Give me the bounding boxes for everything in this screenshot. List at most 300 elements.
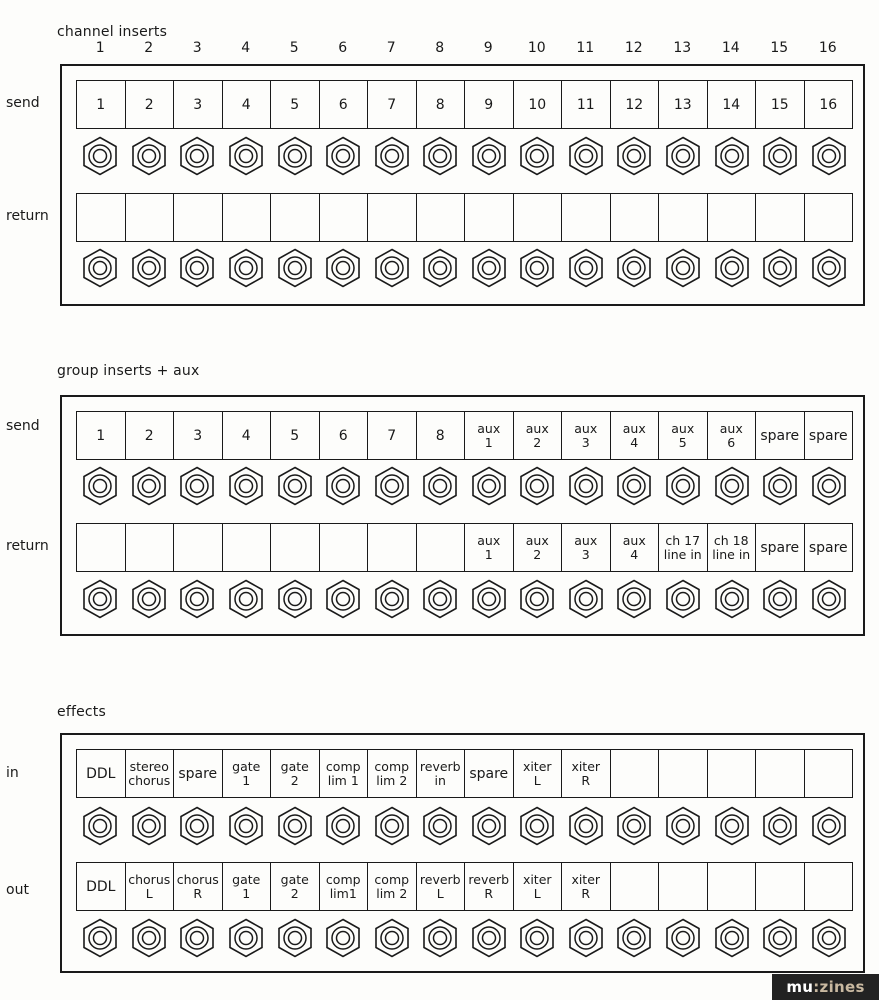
jack-socket-icon[interactable] — [610, 918, 659, 958]
patch-label-cell — [513, 750, 562, 797]
jack-socket-icon[interactable] — [804, 248, 853, 288]
patch-label-cell-empty — [755, 863, 804, 910]
jack-socket-icon[interactable] — [270, 806, 319, 846]
jack-socket-icon[interactable] — [173, 136, 222, 176]
patch-label-cell — [77, 412, 125, 459]
patch-label-cell-empty — [755, 194, 804, 241]
column-number: 16 — [818, 40, 837, 56]
patch-label-text: reverb — [419, 871, 461, 887]
patch-label-text: aux — [477, 532, 501, 548]
patch-label-text: xiter — [571, 871, 601, 887]
jack-socket-icon[interactable] — [513, 248, 562, 288]
jack-socket-icon[interactable] — [319, 466, 368, 506]
patch-label-text: 16 — [819, 96, 838, 113]
patch-label-cell — [561, 750, 610, 797]
patch-label-text: aux — [622, 532, 646, 548]
patch-label-text: spare — [760, 539, 800, 556]
patch-label-cell-empty — [658, 863, 707, 910]
patch-label-cell — [804, 81, 853, 128]
patch-label-cell-empty — [610, 194, 659, 241]
column-number: 13 — [673, 40, 692, 56]
column-number: 7 — [386, 40, 396, 56]
patch-label-cell — [125, 750, 174, 797]
jack-socket-icon[interactable] — [756, 248, 805, 288]
jack-socket-icon[interactable] — [513, 806, 562, 846]
patch-label-cell — [610, 412, 659, 459]
patch-label-cell — [319, 863, 368, 910]
jack-socket-icon[interactable] — [610, 466, 659, 506]
patch-label-text: R — [581, 772, 591, 788]
jack-socket-icon[interactable] — [465, 579, 514, 619]
patch-label-cell — [125, 863, 174, 910]
patch-label-cell-empty — [367, 194, 416, 241]
patch-label-text: 3 — [193, 427, 203, 444]
row-label-out: out — [6, 882, 29, 898]
column-number: 8 — [435, 40, 445, 56]
jack-socket-icon[interactable] — [707, 918, 756, 958]
patch-label-text: 5 — [678, 434, 687, 450]
jack-row — [76, 806, 853, 846]
patch-label-cell — [77, 750, 125, 797]
patch-label-text: 2 — [144, 96, 154, 113]
patch-label-cell — [610, 524, 659, 571]
jack-socket-icon[interactable] — [804, 136, 853, 176]
patch-label-text: 15 — [770, 96, 789, 113]
jack-socket-icon[interactable] — [756, 136, 805, 176]
patch-label-cell-empty — [755, 750, 804, 797]
jack-socket-icon[interactable] — [562, 918, 611, 958]
jack-socket-icon[interactable] — [610, 136, 659, 176]
jack-socket-icon[interactable] — [367, 806, 416, 846]
patch-label-text: 1 — [484, 434, 493, 450]
patch-label-cell — [464, 412, 513, 459]
row-label-send: send — [6, 418, 40, 434]
patch-label-text: comp — [374, 871, 410, 887]
patch-label-text: 1 — [484, 546, 493, 562]
column-number: 3 — [192, 40, 202, 56]
column-number: 14 — [721, 40, 740, 56]
patch-label-text: 14 — [722, 96, 741, 113]
cell-row — [76, 862, 853, 911]
patch-label-cell-empty — [77, 524, 125, 571]
jack-socket-icon[interactable] — [270, 918, 319, 958]
patch-label-cell — [464, 81, 513, 128]
patch-label-cell — [513, 412, 562, 459]
patch-label-cell-empty — [707, 863, 756, 910]
jack-socket-icon[interactable] — [513, 136, 562, 176]
column-number: 2 — [144, 40, 154, 56]
patch-label-text: line in — [712, 546, 751, 562]
section-title-effects: effects — [57, 704, 106, 720]
logo-text-accent: :zines — [813, 978, 865, 996]
patch-label-cell — [464, 750, 513, 797]
jack-socket-icon[interactable] — [76, 918, 125, 958]
jack-socket-icon[interactable] — [76, 579, 125, 619]
patch-label-text: 4 — [630, 434, 639, 450]
patch-label-text: lim 1 — [327, 772, 359, 788]
jack-socket-icon[interactable] — [319, 579, 368, 619]
patch-label-text: R — [581, 885, 591, 901]
jack-socket-icon[interactable] — [804, 579, 853, 619]
patch-label-text: aux — [525, 532, 549, 548]
jack-socket-icon[interactable] — [173, 248, 222, 288]
jack-socket-icon[interactable] — [270, 579, 319, 619]
patch-label-cell-empty — [319, 194, 368, 241]
jack-socket-icon[interactable] — [367, 248, 416, 288]
jack-socket-icon[interactable] — [319, 806, 368, 846]
jack-socket-icon[interactable] — [659, 248, 708, 288]
patch-label-text: comp — [374, 758, 410, 774]
jack-row — [76, 918, 853, 958]
patch-label-cell — [416, 412, 465, 459]
patch-label-text: aux — [477, 420, 501, 436]
patch-label-cell — [125, 81, 174, 128]
jack-row — [76, 136, 853, 176]
jack-socket-icon[interactable] — [416, 136, 465, 176]
jack-row — [76, 248, 853, 288]
column-number: 4 — [241, 40, 251, 56]
column-number: 1 — [95, 40, 105, 56]
jack-socket-icon[interactable] — [465, 466, 514, 506]
patch-label-text: 6 — [338, 427, 348, 444]
jack-socket-icon[interactable] — [125, 806, 174, 846]
patch-label-cell — [561, 863, 610, 910]
patch-label-text: 2 — [533, 546, 542, 562]
jack-socket-icon[interactable] — [465, 918, 514, 958]
patch-label-cell-empty — [513, 194, 562, 241]
jack-socket-icon[interactable] — [707, 579, 756, 619]
patch-label-cell — [416, 863, 465, 910]
patch-label-text: lim 2 — [376, 772, 408, 788]
patch-label-cell — [270, 81, 319, 128]
section-title-channel-inserts: channel inserts — [57, 24, 168, 40]
patch-label-cell-empty — [610, 750, 659, 797]
patch-label-text: 2 — [144, 427, 154, 444]
patch-label-cell — [319, 750, 368, 797]
column-number: 12 — [624, 40, 643, 56]
jack-socket-icon[interactable] — [222, 248, 271, 288]
patch-label-cell — [367, 81, 416, 128]
patch-label-cell — [658, 524, 707, 571]
patch-label-text: 2 — [290, 885, 299, 901]
jack-socket-icon[interactable] — [416, 248, 465, 288]
jack-socket-icon[interactable] — [222, 136, 271, 176]
patch-label-cell — [707, 412, 756, 459]
patch-label-text: spare — [808, 539, 848, 556]
jack-socket-icon[interactable] — [125, 918, 174, 958]
jack-socket-icon[interactable] — [173, 579, 222, 619]
jack-socket-icon[interactable] — [562, 806, 611, 846]
patch-label-text: 3 — [581, 546, 590, 562]
patch-label-text: L — [436, 885, 444, 901]
patch-label-cell-empty — [464, 194, 513, 241]
patch-label-cell — [173, 863, 222, 910]
jack-socket-icon[interactable] — [367, 466, 416, 506]
patch-label-text: stereo — [129, 758, 169, 774]
patch-label-text: spare — [178, 765, 218, 782]
patch-label-cell — [755, 524, 804, 571]
patch-label-cell — [804, 412, 853, 459]
column-number: 6 — [338, 40, 348, 56]
patch-label-text: ch 18 — [713, 532, 749, 548]
patch-label-text: aux — [574, 420, 598, 436]
patch-label-cell — [270, 412, 319, 459]
jack-socket-icon[interactable] — [610, 806, 659, 846]
patch-label-cell-empty — [270, 524, 319, 571]
jack-socket-icon[interactable] — [416, 579, 465, 619]
patch-label-cell — [270, 863, 319, 910]
cell-row — [76, 749, 853, 798]
patch-label-text: L — [533, 885, 541, 901]
jack-socket-icon[interactable] — [756, 806, 805, 846]
jack-socket-icon[interactable] — [222, 806, 271, 846]
patch-label-cell-empty — [367, 524, 416, 571]
patch-label-text: 4 — [241, 96, 251, 113]
patch-label-text: 3 — [193, 96, 203, 113]
patch-label-text: gate — [232, 871, 261, 887]
patch-label-cell — [367, 863, 416, 910]
patch-label-text: aux — [525, 420, 549, 436]
channel-number-header — [76, 40, 852, 58]
patch-label-text: 1 — [242, 772, 251, 788]
patch-label-cell — [658, 412, 707, 459]
patch-label-cell — [804, 524, 853, 571]
column-number: 10 — [527, 40, 546, 56]
patch-label-cell-empty — [125, 194, 174, 241]
jack-socket-icon[interactable] — [416, 466, 465, 506]
patch-label-cell-empty — [173, 194, 222, 241]
jack-socket-icon[interactable] — [125, 136, 174, 176]
jack-socket-icon[interactable] — [804, 918, 853, 958]
jack-socket-icon[interactable] — [173, 918, 222, 958]
jack-socket-icon[interactable] — [270, 248, 319, 288]
patch-label-text: aux — [671, 420, 695, 436]
column-number: 11 — [576, 40, 595, 56]
jack-socket-icon[interactable] — [416, 806, 465, 846]
jack-socket-icon[interactable] — [76, 806, 125, 846]
patch-label-cell-empty — [125, 524, 174, 571]
patch-label-text: reverb — [419, 758, 461, 774]
patch-label-cell-empty — [804, 863, 853, 910]
jack-socket-icon[interactable] — [125, 248, 174, 288]
patch-label-text: aux — [622, 420, 646, 436]
patch-label-cell — [222, 863, 271, 910]
jack-socket-icon[interactable] — [804, 806, 853, 846]
jack-socket-icon[interactable] — [659, 806, 708, 846]
row-label-in: in — [6, 765, 19, 781]
patch-label-cell — [755, 412, 804, 459]
patch-label-cell — [222, 81, 271, 128]
patch-label-cell — [222, 412, 271, 459]
jack-socket-icon[interactable] — [707, 806, 756, 846]
patch-label-text: 13 — [673, 96, 692, 113]
patch-label-cell-empty — [610, 863, 659, 910]
patch-label-text: ch 17 — [665, 532, 701, 548]
cell-row — [76, 80, 853, 129]
patch-label-cell — [319, 412, 368, 459]
patch-label-text: xiter — [522, 871, 552, 887]
jack-socket-icon[interactable] — [513, 466, 562, 506]
logo-text-main: mu — [786, 978, 814, 996]
patch-label-text: gate — [280, 871, 309, 887]
jack-socket-icon[interactable] — [125, 579, 174, 619]
jack-socket-icon[interactable] — [707, 248, 756, 288]
patch-label-text: xiter — [571, 758, 601, 774]
patch-label-cell-empty — [707, 750, 756, 797]
patch-label-text: 7 — [387, 96, 397, 113]
jack-socket-icon[interactable] — [222, 466, 271, 506]
patch-label-text: spare — [469, 765, 509, 782]
patch-label-cell — [319, 81, 368, 128]
jack-socket-icon[interactable] — [367, 918, 416, 958]
jack-socket-icon[interactable] — [513, 579, 562, 619]
patch-label-text: lim1 — [329, 885, 357, 901]
jack-socket-icon[interactable] — [319, 918, 368, 958]
patch-label-cell — [513, 81, 562, 128]
patch-label-text: gate — [232, 758, 261, 774]
jack-socket-icon[interactable] — [319, 136, 368, 176]
patch-label-text: 5 — [290, 427, 300, 444]
patch-label-text: R — [193, 885, 203, 901]
cell-row — [76, 523, 853, 572]
jack-socket-icon[interactable] — [270, 136, 319, 176]
patch-label-text: 2 — [533, 434, 542, 450]
jack-socket-icon[interactable] — [367, 579, 416, 619]
patch-label-text: lim 2 — [376, 885, 408, 901]
column-number: 9 — [483, 40, 493, 56]
jack-socket-icon[interactable] — [125, 466, 174, 506]
patch-label-cell — [513, 863, 562, 910]
jack-socket-icon[interactable] — [610, 248, 659, 288]
jack-socket-icon[interactable] — [513, 918, 562, 958]
cell-row — [76, 411, 853, 460]
patch-label-text: 12 — [625, 96, 644, 113]
jack-socket-icon[interactable] — [562, 579, 611, 619]
jack-socket-icon[interactable] — [659, 466, 708, 506]
column-number: 15 — [770, 40, 789, 56]
patch-label-cell-empty — [707, 194, 756, 241]
patch-label-text: aux — [574, 532, 598, 548]
jack-socket-icon[interactable] — [319, 248, 368, 288]
patch-label-text: DDL — [86, 765, 116, 782]
jack-socket-icon[interactable] — [610, 579, 659, 619]
patch-label-cell-empty — [77, 194, 125, 241]
jack-socket-icon[interactable] — [416, 918, 465, 958]
patch-label-cell — [658, 81, 707, 128]
patch-label-cell — [416, 750, 465, 797]
patch-label-text: DDL — [86, 878, 116, 895]
patch-label-text: 2 — [290, 772, 299, 788]
patch-label-text: 1 — [96, 427, 106, 444]
patch-label-text: 1 — [242, 885, 251, 901]
jack-socket-icon[interactable] — [562, 248, 611, 288]
patch-label-cell — [125, 412, 174, 459]
patch-label-cell — [173, 750, 222, 797]
patch-label-cell — [222, 750, 271, 797]
patch-label-cell-empty — [804, 194, 853, 241]
patch-label-cell — [561, 524, 610, 571]
patch-label-cell — [77, 81, 125, 128]
jack-socket-icon[interactable] — [659, 136, 708, 176]
patch-label-text: spare — [760, 427, 800, 444]
patch-label-cell-empty — [658, 194, 707, 241]
jack-socket-icon[interactable] — [270, 466, 319, 506]
jack-socket-icon[interactable] — [76, 248, 125, 288]
jack-socket-icon[interactable] — [173, 806, 222, 846]
patch-label-text: 1 — [96, 96, 106, 113]
patch-label-cell — [173, 412, 222, 459]
patch-label-text: aux — [719, 420, 743, 436]
patch-label-text: reverb — [468, 871, 510, 887]
patch-label-cell-empty — [416, 194, 465, 241]
jack-socket-icon[interactable] — [76, 466, 125, 506]
patch-label-text: chorus — [128, 772, 171, 788]
jack-socket-icon[interactable] — [173, 466, 222, 506]
jack-socket-icon[interactable] — [465, 806, 514, 846]
jack-socket-icon[interactable] — [222, 918, 271, 958]
jack-socket-icon[interactable] — [756, 918, 805, 958]
patch-label-cell — [707, 81, 756, 128]
patch-label-text: L — [145, 885, 153, 901]
jack-socket-icon[interactable] — [659, 579, 708, 619]
patch-label-cell — [270, 750, 319, 797]
patch-label-cell — [367, 750, 416, 797]
row-label-return: return — [6, 538, 49, 554]
patch-label-text: 7 — [387, 427, 397, 444]
jack-row — [76, 579, 853, 619]
patch-label-cell-empty — [222, 524, 271, 571]
patch-label-text: 3 — [581, 434, 590, 450]
patch-label-cell-empty — [270, 194, 319, 241]
row-label-return: return — [6, 208, 49, 224]
jack-socket-icon[interactable] — [756, 466, 805, 506]
jack-socket-icon[interactable] — [222, 579, 271, 619]
jack-socket-icon[interactable] — [367, 136, 416, 176]
jack-socket-icon[interactable] — [804, 466, 853, 506]
patch-label-cell — [77, 863, 125, 910]
patch-label-text: R — [484, 885, 494, 901]
patch-label-cell — [513, 524, 562, 571]
patch-label-text: 5 — [290, 96, 300, 113]
patch-label-text: comp — [325, 758, 361, 774]
jack-socket-icon[interactable] — [465, 248, 514, 288]
jack-socket-icon[interactable] — [707, 466, 756, 506]
patch-label-cell-empty — [804, 750, 853, 797]
patch-label-cell-empty — [561, 194, 610, 241]
patch-label-cell — [173, 81, 222, 128]
jack-socket-icon[interactable] — [562, 466, 611, 506]
patch-label-text: 9 — [484, 96, 494, 113]
patch-label-text: comp — [325, 871, 361, 887]
jack-socket-icon[interactable] — [562, 136, 611, 176]
patch-label-cell — [464, 863, 513, 910]
patch-label-text: 10 — [528, 96, 547, 113]
patch-label-text: chorus — [128, 871, 171, 887]
jack-socket-icon[interactable] — [465, 136, 514, 176]
muzines-logo[interactable] — [772, 974, 879, 1000]
jack-socket-icon[interactable] — [76, 136, 125, 176]
cell-row — [76, 193, 853, 242]
patch-label-cell — [755, 81, 804, 128]
patch-label-text: in — [434, 772, 446, 788]
patch-label-text: spare — [808, 427, 848, 444]
patch-label-text: 6 — [727, 434, 736, 450]
patch-label-cell — [561, 412, 610, 459]
jack-socket-icon[interactable] — [707, 136, 756, 176]
patch-label-cell — [561, 81, 610, 128]
jack-socket-icon[interactable] — [659, 918, 708, 958]
jack-socket-icon[interactable] — [756, 579, 805, 619]
